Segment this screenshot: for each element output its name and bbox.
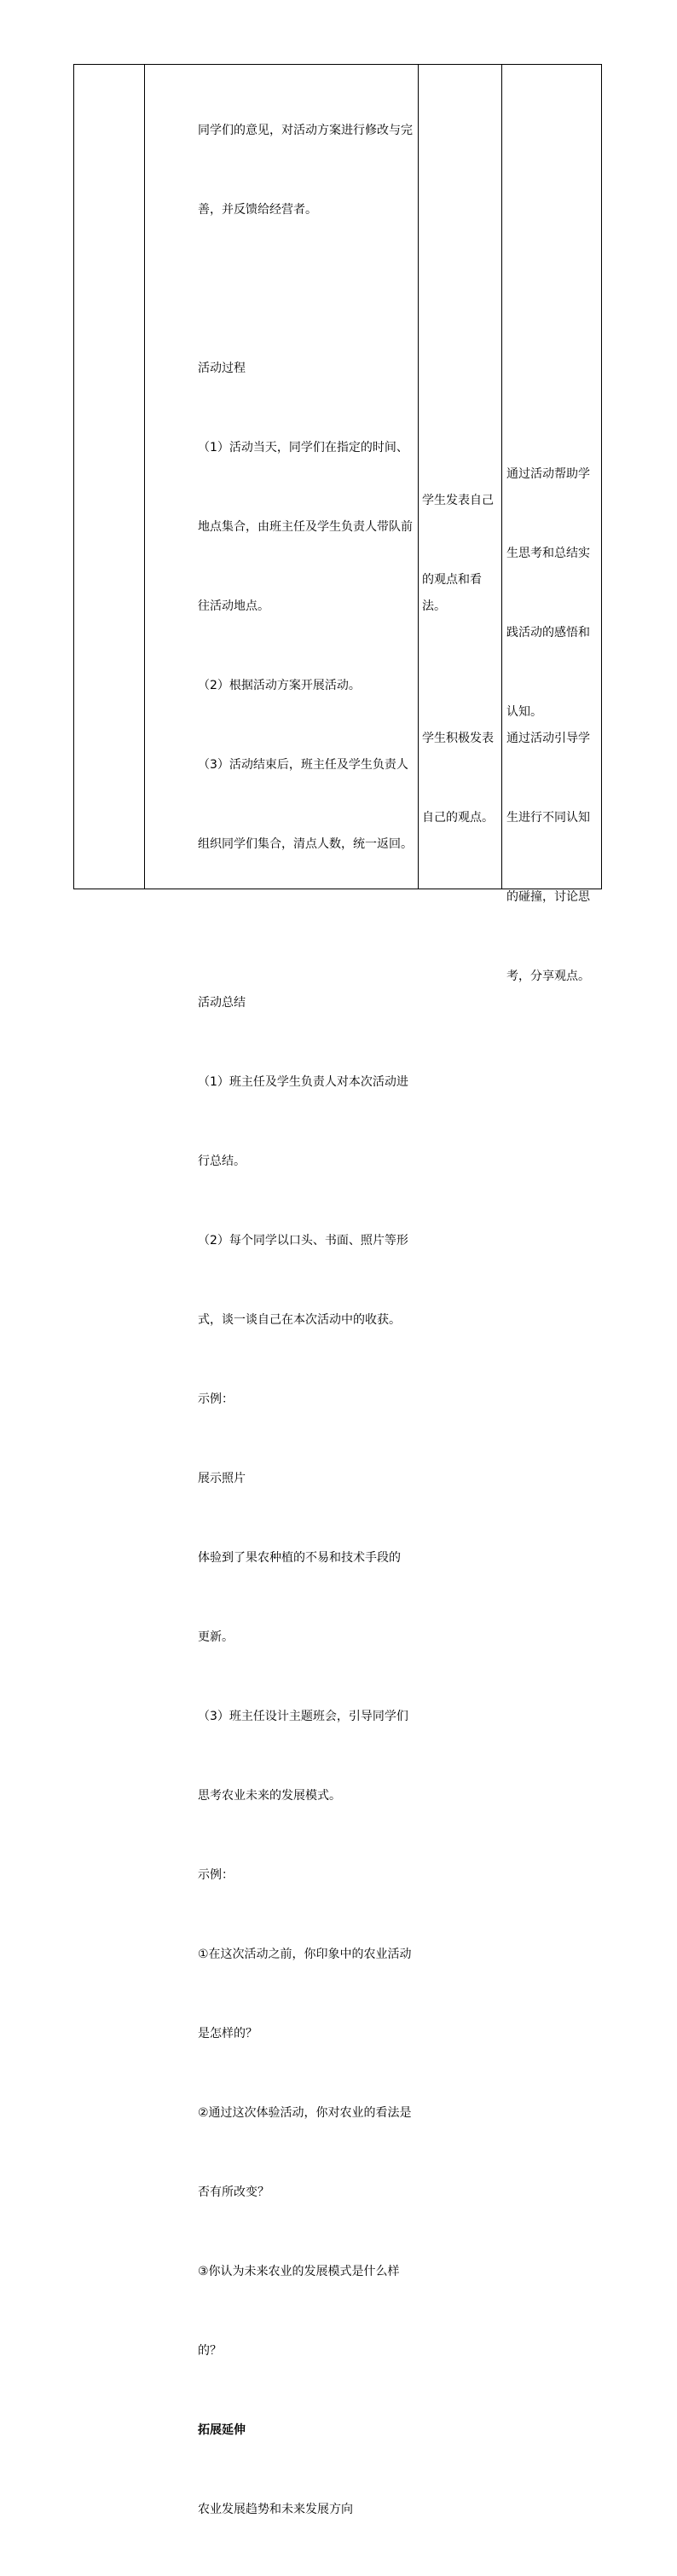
design-intent-line: 通过活动引导学 bbox=[506, 732, 590, 745]
content-line: 示例： bbox=[198, 1868, 234, 1882]
content-line: 善，并反馈给经营者。 bbox=[198, 203, 317, 217]
column-divider-2 bbox=[418, 65, 419, 889]
content-line: （2）根据活动方案开展活动。 bbox=[198, 679, 361, 692]
content-line: 同学们的意见，对活动方案进行修改与完 bbox=[198, 124, 413, 137]
design-intent-line: 践活动的感悟和 bbox=[506, 626, 590, 640]
student-activity-cell-1 bbox=[422, 435, 501, 646]
design-intent-line: 生进行不同认知 bbox=[506, 811, 590, 825]
content-line: 体验到了果农种植的不易和技术手段的 bbox=[198, 1551, 401, 1565]
content-line: （1）班主任及学生负责人对本次活动进 bbox=[198, 1075, 408, 1089]
content-line bbox=[198, 276, 415, 303]
design-intent-line: 的碰撞，讨论思 bbox=[506, 890, 590, 904]
content-line: （1）活动当天，同学们在指定的时间、 bbox=[198, 441, 408, 454]
content-line: 展示照片 bbox=[198, 1472, 246, 1485]
content-line: ③你认为未来农业的发展模式是什么样 bbox=[198, 2265, 400, 2278]
content-line: （3）活动结束后，班主任及学生负责人 bbox=[198, 758, 408, 772]
content-line: （2）每个同学以口头、书面、照片等形 bbox=[198, 1234, 408, 1247]
content-line: ①在这次活动之前，你印象中的农业活动 bbox=[198, 1948, 412, 1961]
design-intent-cell-2 bbox=[506, 673, 600, 1043]
column-divider-1 bbox=[144, 65, 145, 889]
content-line: 更新。 bbox=[198, 1630, 234, 1644]
student-activity-cell-2 bbox=[422, 673, 501, 884]
section-heading-activity-summary: 活动总结 bbox=[198, 996, 246, 1010]
content-line: 地点集合，由班主任及学生负责人带队前 bbox=[198, 520, 413, 534]
design-intent-line: 考，分享观点。 bbox=[506, 970, 590, 983]
lesson-table bbox=[73, 64, 602, 2516]
content-line: 示例： bbox=[198, 1392, 234, 1406]
content-line: 往活动地点。 bbox=[198, 599, 269, 613]
column-divider-3 bbox=[501, 65, 502, 889]
section-heading-extension: 拓展延伸 bbox=[198, 2423, 246, 2437]
content-line: 的？ bbox=[198, 2344, 222, 2358]
section-heading-activity-process: 活动过程 bbox=[198, 362, 246, 375]
design-intent-line: 通过活动帮助学 bbox=[506, 467, 590, 481]
content-line: 否有所改变？ bbox=[198, 2185, 269, 2199]
content-line: （3）班主任设计主题班会，引导同学们 bbox=[198, 1710, 408, 1723]
design-intent-line: 生思考和总结实 bbox=[506, 547, 590, 560]
content-line: 式，谈一谈自己在本次活动中的收获。 bbox=[198, 1313, 401, 1327]
content-line: 是怎样的？ bbox=[198, 2027, 257, 2041]
student-activity-line: 自己的观点。 bbox=[422, 811, 494, 825]
design-intent-line: 认知。 bbox=[506, 705, 542, 719]
student-activity-line: 学生发表自己 bbox=[422, 494, 494, 507]
content-line: 思考农业未来的发展模式。 bbox=[198, 1789, 341, 1803]
teaching-process-cell bbox=[198, 65, 415, 2576]
content-line: ②通过这次体验活动，你对农业的看法是 bbox=[198, 2106, 412, 2120]
content-line: 农业发展趋势和未来发展方向 bbox=[198, 2503, 353, 2516]
content-line bbox=[198, 911, 415, 937]
content-line: 行总结。 bbox=[198, 1155, 246, 1168]
student-activity-line: 的观点和看法。 bbox=[422, 573, 482, 613]
student-activity-line: 学生积极发表 bbox=[422, 732, 494, 745]
content-line: 组织同学们集合，清点人数，统一返回。 bbox=[198, 837, 413, 851]
